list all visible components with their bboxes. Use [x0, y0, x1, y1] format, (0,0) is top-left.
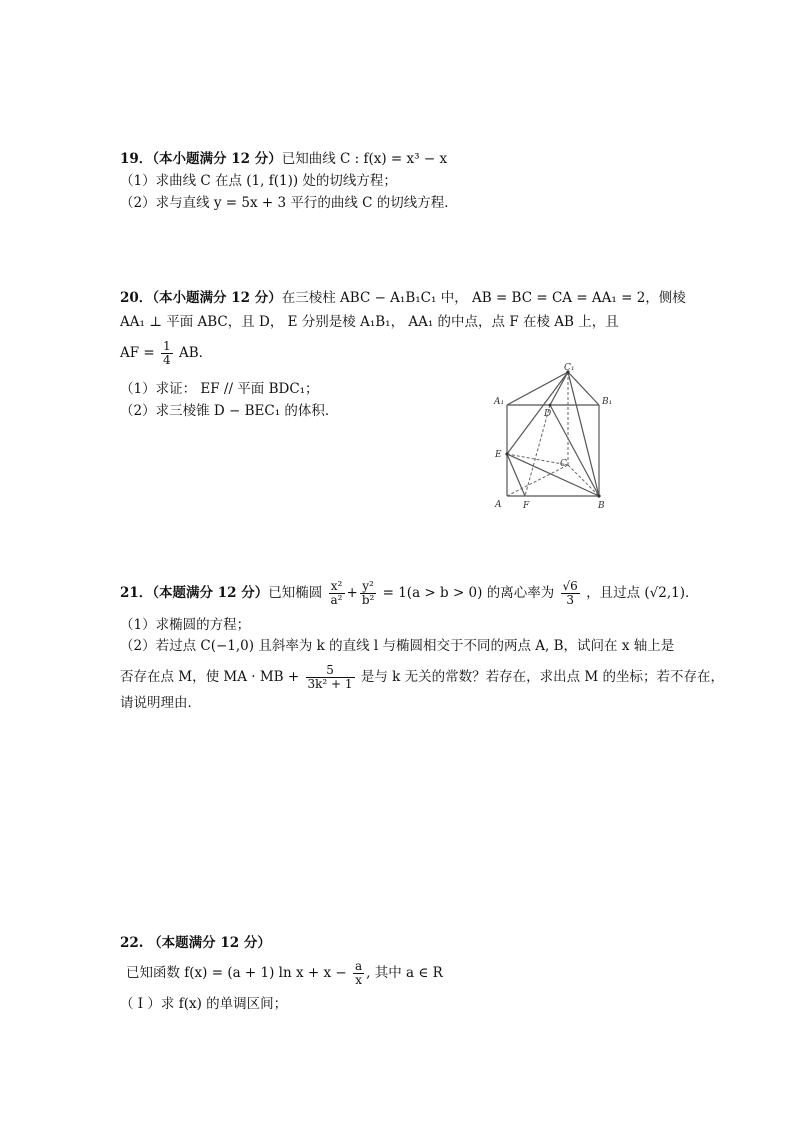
q21-stem-pre: 已知椭圆	[268, 585, 323, 601]
q20-line3	[120, 340, 212, 367]
q20-line2: AA₁ ⊥ 平面 ABC，且 D， E 分别是棱 A₁B₁， AA₁ 的中点，点 F 在棱 AB 上，且	[120, 314, 619, 330]
q21-frac-k	[306, 664, 355, 691]
q20-line1: 在三棱柱 ABC − A₁B₁C₁ 中， AB = BC = CA = AA₁ = 2，侧棱	[281, 290, 686, 306]
prism-solid-edges	[507, 372, 599, 496]
q20-fraction-num: 1	[163, 339, 171, 353]
q22-frac	[353, 960, 364, 987]
q22-stem-pre: 已知函数 f(x) = (a + 1) ln x + x −	[126, 965, 347, 981]
q22-part1: （ I ）求 f(x) 的单调区间；	[120, 996, 288, 1012]
seg-ef	[507, 454, 525, 496]
q20-fraction-den: 4	[163, 353, 171, 367]
label-f: F	[523, 501, 530, 511]
q19-header	[120, 150, 447, 168]
q21-frac-k-den: 3k² + 1	[307, 677, 353, 691]
q22-stem-post: , 其中 a ∈ R	[366, 965, 443, 981]
label-a1: A₁	[494, 397, 505, 407]
label-b1: B₁	[602, 397, 613, 407]
q20-part1: （1）求证： EF // 平面 BDC₁；	[120, 381, 319, 397]
q21-frac-e-den: 3	[566, 593, 574, 607]
q21-stem-mid: = 1(a > b > 0) 的离心率为	[382, 585, 555, 601]
q20-line3-post: AB．	[178, 345, 213, 361]
seg-db	[550, 405, 599, 496]
q20-header	[120, 289, 686, 307]
prism-points	[505, 370, 600, 497]
q21-header	[120, 580, 698, 607]
q21-part2-line2-pre: 否存在点 M，使 MA · MB +	[120, 669, 300, 685]
q21-plus: +	[346, 585, 358, 601]
seg-c1b	[568, 372, 599, 496]
seg-ec	[507, 454, 568, 465]
q21-frac-y-num: y²	[360, 580, 377, 594]
q21-title: 21．（本题满分 12 分）	[120, 585, 269, 601]
q21-part2-line3: 请说明理由．	[120, 695, 201, 711]
q21-frac-e-num: √6	[562, 579, 578, 593]
label-a: A	[495, 500, 502, 510]
label-c1: C₁	[564, 363, 575, 373]
q21-frac-e	[561, 580, 580, 607]
q20-fraction	[161, 340, 173, 367]
q21-stem-post: ，且过点 (√2,1)．	[586, 585, 699, 601]
q21-frac-x-den: a²	[330, 593, 343, 607]
q19-part2: （2）求与直线 y = 5x + 3 平行的曲线 C 的切线方程．	[120, 195, 458, 211]
prism-figure	[492, 362, 617, 514]
q19-stem: 已知曲线 C : f(x) = x³ − x	[281, 151, 448, 167]
label-d: D	[544, 409, 552, 419]
q19-title: 19．（本小题满分 12 分）	[120, 151, 282, 167]
q22-frac-den: x	[355, 973, 362, 987]
q19-part1: （1）求曲线 C 在点 (1, f(1)) 处的切线方程；	[120, 173, 397, 189]
point-b	[597, 494, 600, 497]
q21-frac-k-num: 5	[306, 664, 355, 678]
seg-c1e	[507, 372, 568, 454]
q21-frac-y-den: b²	[361, 593, 375, 607]
q20-line3-pre: AF =	[120, 345, 155, 361]
point-d	[549, 404, 552, 407]
q21-frac-y	[360, 580, 377, 607]
label-e: E	[495, 450, 502, 460]
label-b: B	[598, 501, 605, 511]
q22-title: 22. （本题满分 12 分）	[120, 935, 271, 951]
q21-frac-x	[329, 580, 345, 607]
label-c: C	[560, 459, 567, 469]
point-e	[505, 452, 508, 455]
q21-part2-line1: （2）若过点 C(−1,0) 且斜率为 k 的直线 l 与椭圆相交于不同的两点 A, B，试问在 x 轴上是	[120, 638, 675, 654]
edge-cb	[568, 465, 599, 496]
q20-part2: （2）求三棱锥 D − BEC₁ 的体积．	[120, 403, 339, 419]
q21-part2-line2-post: 是与 k 无关的常数？若存在，求出点 M 的坐标；若不存在，	[360, 669, 725, 685]
q22-stem	[126, 960, 443, 987]
edge-ac	[507, 465, 568, 496]
q22-frac-num: a	[355, 959, 363, 973]
q20-title: 20．（本小题满分 12 分）	[120, 290, 282, 306]
q21-part2-line2	[120, 664, 724, 691]
seg-eb	[507, 454, 599, 496]
q21-part1: （1）求椭圆的方程；	[120, 617, 251, 633]
q21-frac-x-num: x²	[329, 580, 345, 594]
